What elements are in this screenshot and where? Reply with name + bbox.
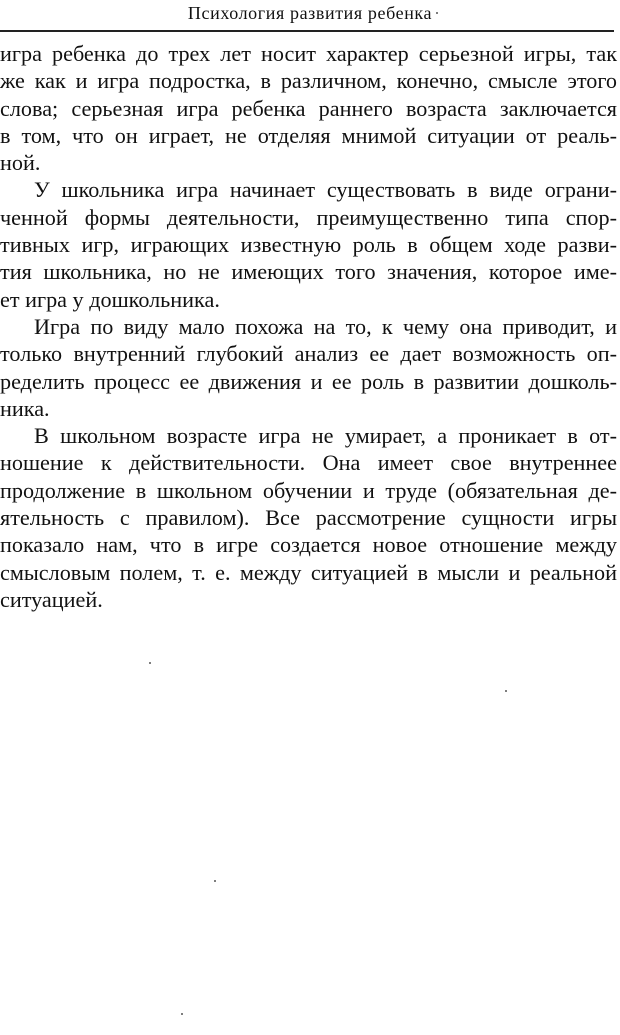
- text-line: [0, 531, 617, 558]
- line-text: в том, что он играет, не отделяя мнимой ситуации от реаль-: [0, 122, 617, 148]
- line-text: ятельность с правилом). Все рассмотрение сущности игры: [0, 505, 617, 531]
- line-text: игра ребенка до трех лет носит характер серьезной игры, так: [0, 41, 617, 66]
- line-text: ченной формы деятельности, преимущественно типа спор-: [0, 204, 617, 230]
- line-text: У школьника игра начинает существовать в виде ограни-: [34, 177, 617, 203]
- text-line: [0, 368, 617, 395]
- text-line: [0, 504, 617, 531]
- line-text: ника.: [0, 395, 50, 421]
- text-line: [0, 559, 617, 586]
- header-rule: [0, 30, 614, 32]
- line-text: продолжение в школьном обучении и труде (обязательная де-: [0, 477, 617, 503]
- text-line: [0, 204, 617, 231]
- paragraph: [0, 40, 617, 176]
- line-text: ределить процесс ее движения и ее роль в развитии дошколь-: [0, 368, 617, 394]
- running-head: Психология развития ребенка: [187, 3, 433, 23]
- line-text: ситуацией.: [0, 586, 103, 612]
- line-text: смысловым полем, т. е. между ситуацией в мысли и реальной: [0, 559, 617, 585]
- line-text: показало нам, что в игре создается новое отношение между: [0, 532, 617, 558]
- text-line: [0, 449, 617, 476]
- text-line: [0, 231, 617, 258]
- paragraph: [0, 422, 617, 613]
- line-text: ной.: [0, 150, 41, 176]
- text-line: [0, 477, 617, 504]
- scan-speck: [436, 12, 438, 14]
- text-line: [0, 40, 617, 67]
- text-line: [0, 586, 617, 613]
- text-line: [0, 67, 617, 94]
- text-line: [0, 149, 617, 176]
- text-line: [0, 395, 617, 422]
- line-text: ношение к действительности. Она имеет свое внутреннее: [0, 450, 617, 476]
- line-text: тия школьника, но не имеющих того значения, которое име-: [0, 259, 617, 285]
- scan-speck: [505, 690, 507, 692]
- paragraph: [0, 313, 617, 422]
- line-text: Игра по виду мало похожа на то, к чему она приводит, и: [34, 313, 617, 339]
- text-line: [0, 340, 617, 367]
- scan-speck: [214, 880, 216, 882]
- line-text: же как и игра подростка, в различном, конечно, смысле этого: [0, 68, 617, 94]
- line-text: тивных игр, играющих известную роль в общем ходе разви-: [0, 232, 617, 258]
- paragraph: [0, 176, 617, 312]
- scan-speck: [149, 662, 151, 664]
- text-line: [0, 95, 617, 122]
- body-text: [0, 40, 617, 613]
- text-line: [0, 286, 617, 313]
- line-text: только внутренний глубокий анализ ее дает возможность оп-: [0, 341, 617, 367]
- text-line: [0, 176, 617, 203]
- text-line: [0, 122, 617, 149]
- line-text: ет игра у дошкольника.: [0, 286, 220, 312]
- line-text: В школьном возрасте игра не умирает, а проникает в от-: [34, 423, 617, 449]
- text-line: [0, 313, 617, 340]
- text-line: [0, 422, 617, 449]
- line-text: слова; серьезная игра ребенка раннего возраста заключается: [0, 95, 617, 121]
- text-line: [0, 258, 617, 285]
- scan-speck: [181, 1013, 183, 1015]
